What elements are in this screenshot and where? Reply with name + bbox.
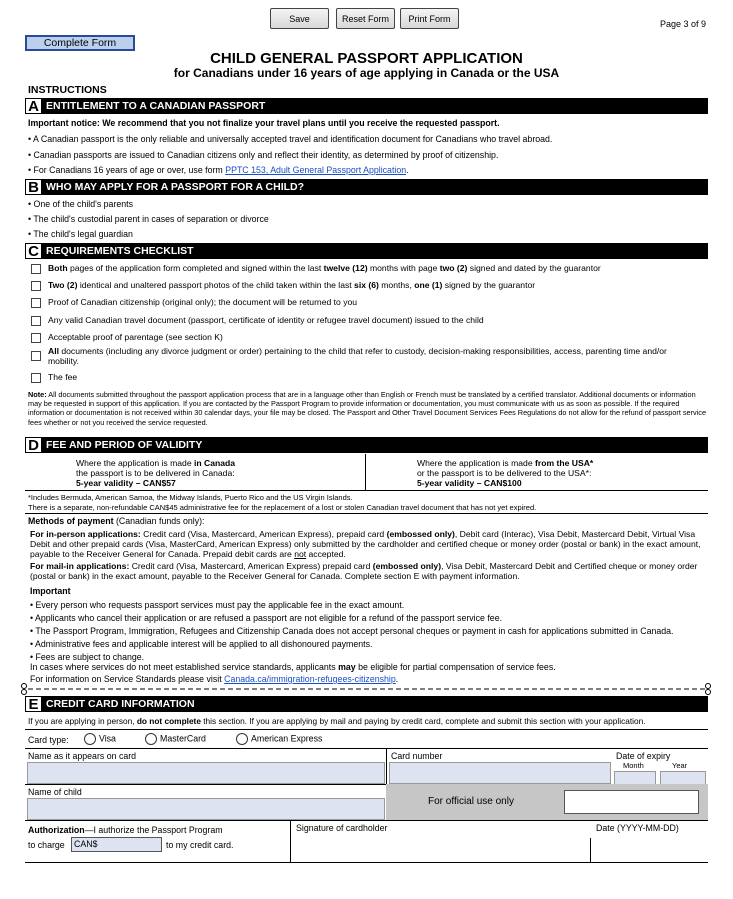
complete-form-button[interactable]: Complete Form — [25, 35, 135, 51]
scissors-icon — [22, 684, 27, 689]
list-item: • Canadian passports are issued to Canadian citizens only and reflect their identity, as determined by proof of citizenship. — [28, 150, 499, 160]
in-person-payment: For in-person applications: Credit card (Visa, Mastercard, American Express), prepaid card (embossed only), Debit card (Interac), Visa Debit, Mastercard Debit, Virtual Visa Debit and other prepaid cards (Visa, MasterCard, American Express) only submitted by the cardholder and certified cheque or money order (postal or bank) in the exact amount, payable to the Receiver General for Canada. Prepaid debit cards are not accepted. — [30, 529, 701, 560]
checklist-checkbox[interactable] — [31, 281, 41, 291]
checklist-checkbox[interactable] — [31, 333, 41, 343]
list-item: • Every person who requests passport services must pay the applicable fee in the exact amount. — [30, 600, 405, 610]
compensation-note: In cases where services do not meet established service standards, applicants may be eligible for partial compensation of service fees. — [30, 662, 556, 672]
page-subtitle: for Canadians under 16 years of age applying in Canada or the USA — [173, 66, 560, 80]
adult-form-link[interactable]: PPTC 153, Adult General Passport Application — [225, 165, 407, 175]
signature-label: Signature of cardholder — [296, 823, 388, 833]
fee-usa: Where the application is made from the USA* or the passport is to be delivered to the USA*: 5-year validity – CAN$100 — [417, 458, 594, 488]
section-c-header — [25, 243, 708, 259]
section-title: REQUIREMENTS CHECKLIST — [46, 245, 194, 257]
radio-visa[interactable]: Visa — [84, 733, 116, 745]
checklist-item: Two (2) identical and unaltered passport photos of the child taken within the last six (6) months, one (1) signed by the guarantor — [48, 280, 536, 290]
card-number-field[interactable] — [389, 762, 611, 784]
list-item: • Applicants who cancel their application or are refused a passport are not eligible for a refund of the passport service fee. — [30, 613, 503, 623]
important-heading: Important — [30, 586, 71, 596]
list-item: • The child's custodial parent in cases of separation or divorce — [28, 214, 269, 224]
scissors-cut-line — [20, 682, 713, 696]
official-use-box — [386, 784, 708, 820]
charge-label: to charge — [28, 840, 65, 850]
official-use-label: For official use only — [428, 796, 514, 807]
list-item: • A Canadian passport is the only reliable and universally accepted travel and identification document for Canadians who travel abroad. — [28, 134, 553, 144]
charge-amount-field[interactable]: CAN$ — [71, 837, 162, 852]
section-e-header — [25, 696, 708, 712]
checklist-checkbox[interactable] — [31, 316, 41, 326]
checklist-checkbox[interactable] — [31, 373, 41, 383]
name-on-card-label: Name as it appears on card — [28, 751, 137, 761]
important-notice: Important notice: We recommend that you not finalize your travel plans until you receive the requested passport. — [28, 118, 500, 128]
list-item: • Fees are subject to change. — [30, 652, 145, 662]
section-title: FEE AND PERIOD OF VALIDITY — [46, 439, 203, 451]
radio-american-express[interactable]: American Express — [236, 733, 322, 745]
section-letter: A — [25, 98, 42, 114]
expiry-month-field[interactable] — [614, 771, 656, 785]
section-letter: D — [25, 437, 42, 453]
page-title: CHILD GENERAL PASSPORT APPLICATION — [210, 50, 523, 67]
list-item: • The Passport Program, Immigration, Refugees and Citizenship Canada does not accept personal cheques or payment in cash for applications submitted in Canada. — [30, 626, 674, 636]
section-e-intro: If you are applying in person, do not complete this section. If you are applying by mail and paying by credit card, complete and submit this section with your application. — [28, 716, 646, 726]
year-label: Year — [672, 761, 688, 770]
checklist-checkbox[interactable] — [31, 298, 41, 308]
reset-form-button[interactable]: Reset Form — [336, 8, 395, 29]
checklist-item: All documents (including any divorce judgment or order) pertaining to the child that refer to custody, decision-making responsibilities, access, parenting time and/or mobility. — [48, 346, 667, 366]
checklist-checkbox[interactable] — [31, 351, 41, 361]
authorization-text: Authorization—I authorize the Passport Program — [28, 825, 223, 835]
section-b-header — [25, 179, 708, 195]
child-name-field[interactable] — [27, 798, 385, 820]
checklist-item: Acceptable proof of parentage (see section K) — [48, 332, 223, 342]
expiry-year-field[interactable] — [660, 771, 706, 785]
section-a-header — [25, 98, 708, 114]
card-number-label: Card number — [391, 751, 443, 761]
fee-canada: Where the application is made in Canada the passport is to be delivered in Canada: 5-year validity – CAN$57 — [76, 458, 236, 488]
fee-footnote: *Includes Bermuda, American Samoa, the Midway Islands, Puerto Rico and the US Virgin Islands. — [28, 493, 353, 502]
service-standards-link[interactable]: Canada.ca/immigration-refugees-citizenship — [224, 674, 396, 684]
fee-footnote: There is a separate, non-refundable CAN$45 administrative fee for the replacement of a lost or stolen Canadian travel document that has not yet expired. — [28, 503, 537, 512]
list-item: • Administrative fees and applicable interest will be applied to all dishonoured payments. — [30, 639, 373, 649]
list-item: • One of the child's parents — [28, 199, 134, 209]
checklist-item: Any valid Canadian travel document (passport, certificate of identity or refugee travel document) issued to the child — [48, 315, 484, 325]
checklist-item: Both pages of the application form completed and signed within the last twelve (12) months with page two (2) signed and dated by the guarantor — [48, 263, 601, 273]
list-item: • For Canadians 16 years of age or over, use form PPTC 153, Adult General Passport Application. — [28, 165, 409, 175]
checklist-item: The fee — [48, 372, 78, 382]
section-title: CREDIT CARD INFORMATION — [46, 698, 195, 710]
instructions-heading: INSTRUCTIONS — [28, 84, 107, 96]
page-number: Page 3 of 9 — [660, 19, 707, 29]
month-label: Month — [623, 761, 644, 770]
section-title: WHO MAY APPLY FOR A PASSPORT FOR A CHILD? — [46, 181, 305, 193]
official-use-field — [564, 790, 699, 814]
card-type-label: Card type: — [28, 735, 69, 745]
section-letter: B — [25, 179, 42, 195]
payment-methods-heading: Methods of payment (Canadian funds only): — [28, 516, 205, 526]
section-letter: E — [25, 696, 42, 712]
section-title: ENTITLEMENT TO A CANADIAN PASSPORT — [46, 100, 266, 112]
checklist-item: Proof of Canadian citizenship (original only); the document will be returned to you — [48, 297, 358, 307]
checklist-note: Note: All documents submitted throughout the passport application process that are in a language other than English or French must be translated by a certified translator. Additional documents or information may be requested in support of this application. If you are contacted by the Passport Program to provide information or documentation, you must communicate with us as soon as possible. If the required information or documentation is not received within 30 calendar days, your file may be closed. The Passport and Other Travel Document Services Fees Regulations do not allow for the refund of passport service fees whether or not you received the service requested. — [28, 390, 707, 427]
expiry-label: Date of expiry — [616, 751, 671, 761]
save-button[interactable]: Save — [270, 8, 329, 29]
mail-in-payment: For mail-in applications: Credit card (Visa, Mastercard, American Express) prepaid card (embossed only), Visa Debit, Mastercard Debit and Certified cheque or money order (postal or bank) in the exact amount, payable to the Receiver General for Canada. Complete section E with payment information. — [30, 561, 698, 582]
checklist-checkbox[interactable] — [31, 264, 41, 274]
to-card-label: to my credit card. — [166, 840, 234, 850]
name-on-card-field[interactable] — [27, 762, 385, 784]
list-item: • The child's legal guardian — [28, 229, 133, 239]
child-name-label: Name of child — [28, 787, 82, 797]
print-form-button[interactable]: Print Form — [400, 8, 459, 29]
section-letter: C — [25, 243, 42, 259]
date-label: Date (YYYY-MM-DD) — [596, 823, 679, 833]
service-standards: For information on Service Standards please visit Canada.ca/immigration-refugees-citizenship. — [30, 674, 399, 684]
section-d-header — [25, 437, 708, 453]
radio-mastercard[interactable]: MasterCard — [145, 733, 206, 745]
